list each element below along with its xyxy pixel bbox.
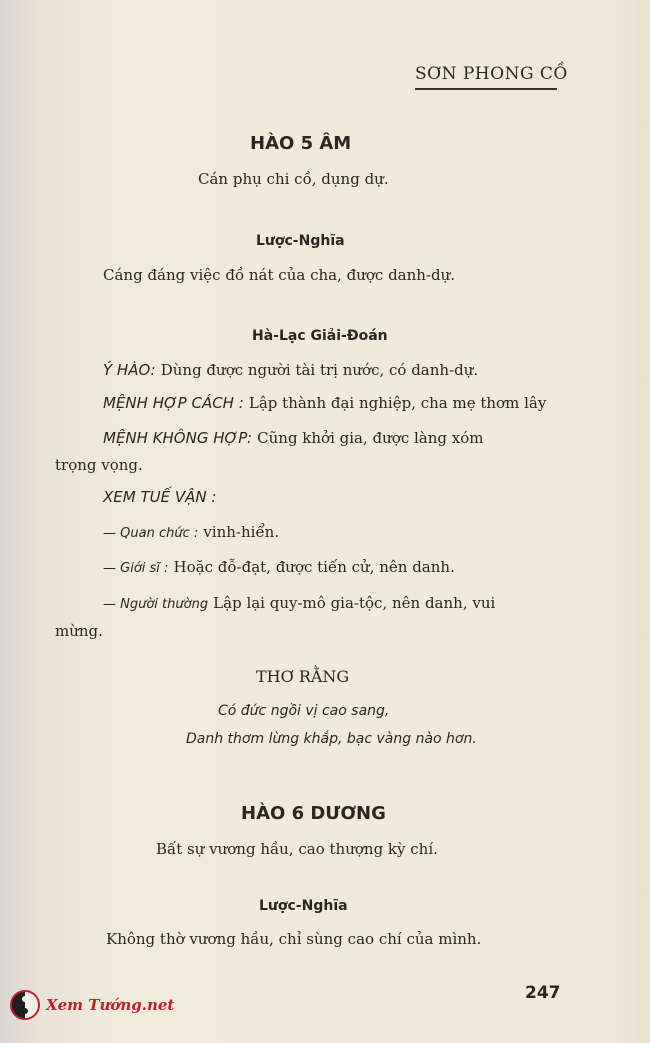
tho-rang-heading: THƠ RẰNG (256, 667, 350, 686)
nguoi-thuong-label: — Người thường (103, 597, 209, 612)
hao5-giai-doan-heading: Hà-Lạc Giải-Đoán (252, 328, 388, 344)
menh-hop-text: Lập thành đại nghiệp, cha mẹ thơm lây (248, 394, 547, 412)
hao6-title: HÀO 6 DƯƠNG (241, 803, 386, 824)
running-header: SƠN PHONG CỒ (415, 64, 557, 90)
menh-khong-text: Cũng khởi gia, được làng xóm (257, 429, 484, 447)
poem-line-1: Có đức ngồi vị cao sang, (218, 703, 390, 719)
quan-chuc-text: vinh-hiển. (203, 523, 280, 541)
xem-tue-label: XEM TUẾ VẬN : (103, 488, 217, 506)
hao6-verse: Bất sự vương hầu, cao thượng kỳ chí. (156, 840, 438, 858)
y-hao-label: Ý HÀO: (103, 361, 156, 379)
nguoi-thuong-text-2: mừng. (55, 622, 103, 640)
quan-chuc-label: — Quan chức : (103, 526, 199, 541)
watermark-logo (10, 990, 174, 1020)
nguoi-thuong-line (103, 593, 495, 612)
menh-khong-line (103, 428, 483, 447)
y-hao-text: Dùng được người tài trị nước, có danh-dự. (160, 361, 479, 379)
menh-hop-line (103, 393, 546, 412)
gioi-si-text: Hoặc đỗ-đạt, được tiến cử, nên danh. (173, 558, 455, 576)
page-number: 247 (525, 983, 561, 1003)
poem-line-2: Danh thơm lừng khắp, bạc vàng nào hơn. (186, 731, 477, 747)
y-hao-line (103, 360, 478, 379)
hao6-luoc-nghia-text: Không thờ vương hầu, chỉ sùng cao chí của mình. (106, 930, 482, 948)
gioi-si-line (103, 557, 455, 576)
quan-chuc-line (103, 522, 279, 541)
yin-yang-icon (10, 990, 40, 1020)
hao6-luoc-nghia-heading: Lược-Nghĩa (259, 898, 348, 914)
hao5-luoc-nghia-text: Cáng đáng việc đồ nát của cha, được danh-dự. (103, 266, 456, 284)
menh-khong-label: MỆNH KHÔNG HỢP: (103, 429, 253, 447)
hao5-verse: Cán phụ chi cồ, dụng dự. (198, 170, 389, 188)
hao5-luoc-nghia-heading: Lược-Nghĩa (256, 233, 345, 249)
hao5-title: HÀO 5 ÂM (250, 133, 352, 154)
watermark-text: Xem Tướng.net (46, 996, 175, 1014)
nguoi-thuong-text: Lập lại quy-mô gia-tộc, nên danh, vui (213, 594, 496, 612)
gioi-si-label: — Giới sĩ : (103, 561, 169, 576)
menh-khong-text-2: trọng vọng. (55, 456, 143, 474)
menh-hop-label: MỆNH HỢP CÁCH : (103, 394, 244, 412)
